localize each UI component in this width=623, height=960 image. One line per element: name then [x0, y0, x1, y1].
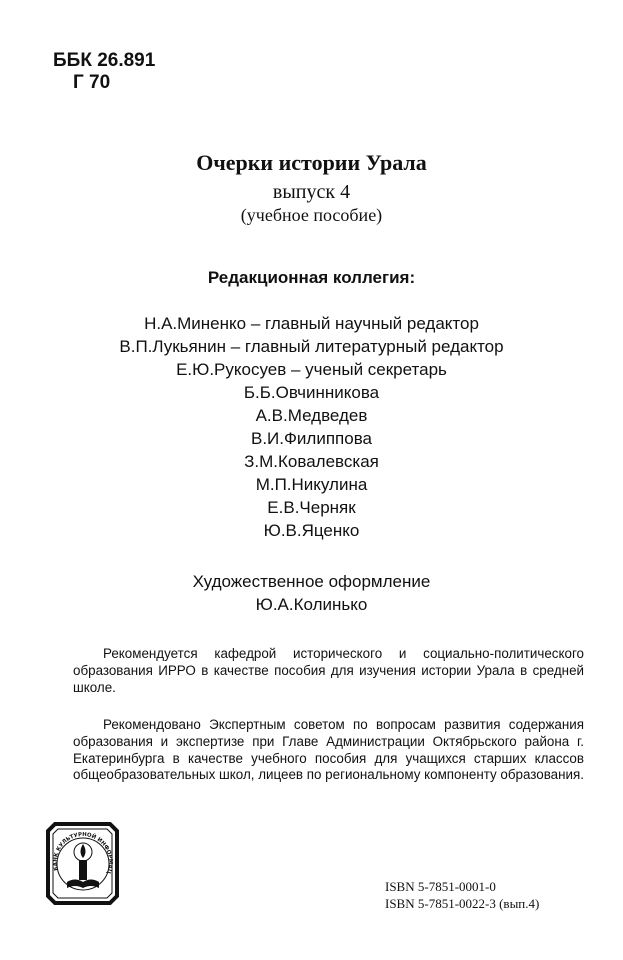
issue-number: выпуск 4	[272, 181, 351, 203]
editorial-board-heading: Редакционная коллегия:	[207, 268, 416, 287]
bbk-index	[53, 50, 155, 94]
design-artist: Ю.А.Колинько	[255, 595, 368, 614]
board-member: В.И.Филиппова	[250, 429, 372, 448]
board-member: Н.А.Миненко – главный научный редактор	[144, 314, 479, 333]
board-member: М.П.Никулина	[255, 475, 368, 494]
svg-text:БАНК КУЛЬТУРНОЙ ИНФОРМАЦИИ: БАНК КУЛЬТУРНОЙ ИНФОРМАЦ	[52, 831, 114, 875]
recommendation-text: Рекомендуется кафедрой исторического и социально-политического образования ИРРО в качестве пособия для изучения истории Урала в средней школе.	[73, 646, 584, 695]
design-credit	[0, 570, 623, 616]
board-member: Б.Б.Овчинникова	[243, 383, 380, 402]
recommendation-1	[73, 646, 584, 696]
board-member: В.П.Лукьянин – главный литературный редактор	[119, 337, 504, 356]
title-block	[0, 150, 623, 226]
board-member: Е.Ю.Рукосуев – ученый секретарь	[176, 360, 447, 379]
isbn-1: ISBN 5-7851-0001-0	[385, 879, 496, 894]
book-title: Очерки истории Урала	[196, 150, 427, 175]
board-member: З.М.Ковалевская	[244, 452, 379, 471]
board-member: А.В.Медведев	[255, 406, 368, 425]
isbn-2: ISBN 5-7851-0022-3 (вып.4)	[385, 896, 540, 911]
author-mark: Г 70	[73, 72, 111, 93]
bbk-code: ББК 26.891	[53, 50, 156, 71]
book-subtitle: (учебное пособие)	[240, 205, 383, 225]
candle-book-logo-icon	[45, 822, 120, 906]
recommendation-2	[73, 717, 584, 784]
isbn-block	[385, 878, 539, 912]
board-member: Е.В.Черняк	[267, 498, 356, 517]
board-member: Ю.В.Яценко	[263, 521, 360, 540]
editorial-board-list	[0, 312, 623, 542]
recommendation-text: Рекомендовано Экспертным советом по вопросам развития содержания образования и экспертизе при Главе Администрации Октябрьского района г. Екатеринбурга в качестве учебного пособия для учащихся старших классов общеобразовательных школ, лицеев по региональному компоненту образования.	[73, 717, 584, 783]
design-label: Художественное оформление	[192, 572, 431, 591]
